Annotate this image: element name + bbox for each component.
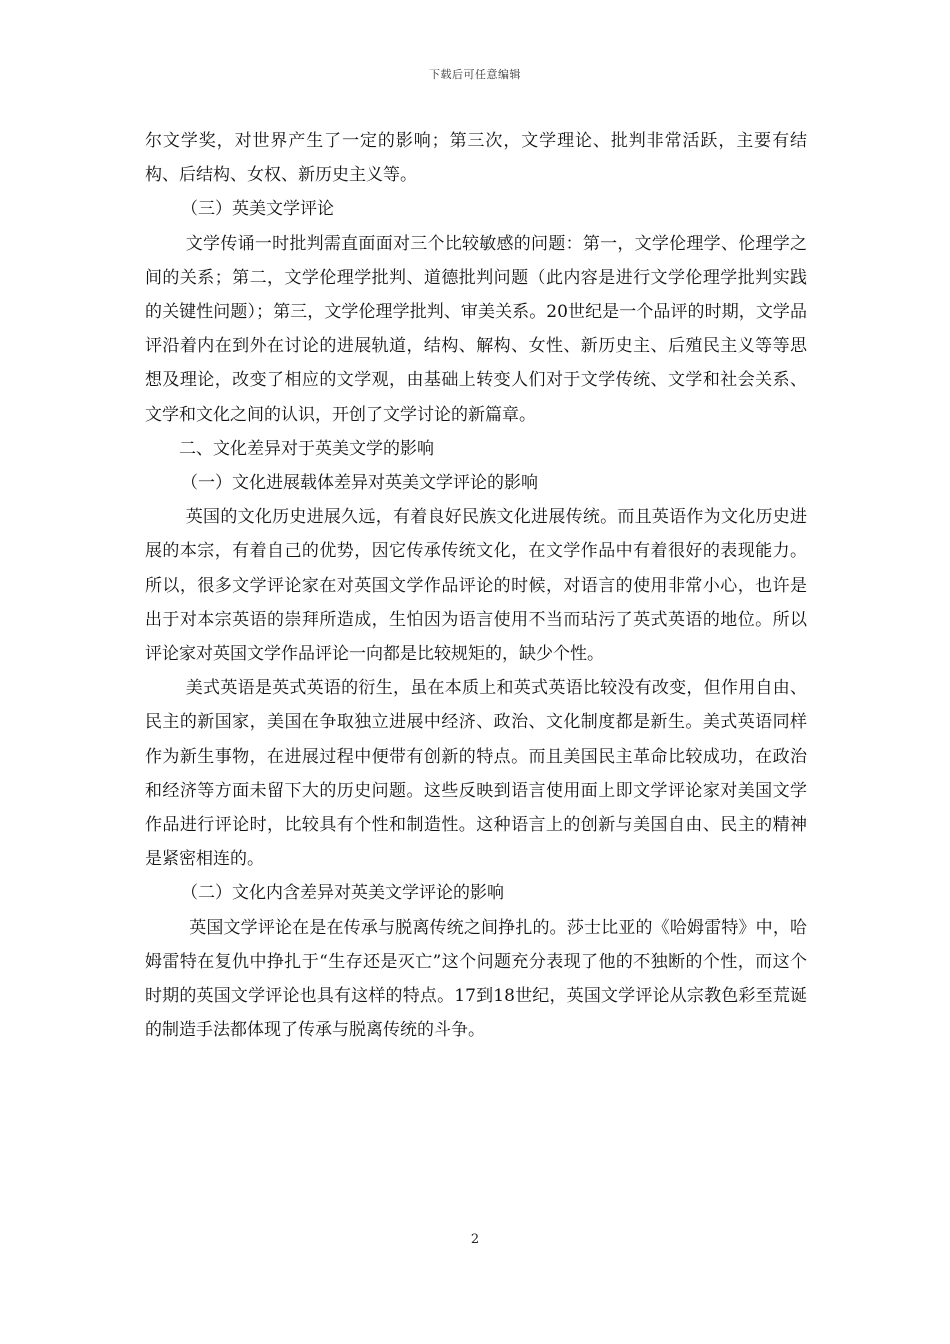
paragraph-british-criticism: 英国文学评论在是在传承与脱离传统之间挣扎的。莎士比亚的《哈姆雷特》中，哈姆雷特在复仇中挣扎于“生存还是灭亡”这个问题充分表现了他的不独断的个性，而这个时期的英国文学评论也具有这样的特点。17到18世纪，英国文学评论从宗教色彩至荒诞的制造手法都体现了传承与脱离传统的斗争。	[145, 917, 807, 1041]
document-body	[145, 124, 807, 1047]
subsection-heading-2: （二）文化内含差异对英美文学评论的影响	[181, 883, 504, 904]
paragraph-british-culture: 英国的文化历史进展久远，有着良好民族文化进展传统。而且英语作为文化历史进展的本宗，有着自己的优势，因它传承传统文化，在文学作品中有着很好的表现能力。所以，很多文学评论家在对英国文学作品评论的时候，对语言的使用非常小心，也许是出于对本宗英语的崇拜所造成，生怕因为语言使用不当而玷污了英式英语的地位。所以评论家对英国文学作品评论一向都是比较规矩的，缺少个性。	[145, 507, 807, 665]
section-heading-2: 二、文化差异对于英美文学的影响	[179, 438, 434, 459]
paragraph-american-english: 美式英语是英式英语的衍生，虽在本质上和英式英语比较没有改变，但作用自由、民主的新国家，美国在争取独立进展中经济、政治、文化制度都是新生。美式英语同样作为新生事物，在进展过程中便带有创新的特点。而且美国民主革命比较成功，在政治和经济等方面未留下大的历史问题。这些反映到语言使用面上即文学评论家对美国文学作品进行评论时，比较具有个性和制造性。这种语言上的创新与美国自由、民主的精神是紧密相连的。	[145, 678, 807, 870]
paragraph-literary-criticism: 文学传诵一时批判需直面面对三个比较敏感的问题：第一，文学伦理学、伦理学之间的关系；第二，文学伦理学批判、道德批判问题（此内容是进行文学伦理学批判实践的关键性问题）；第三，文学伦理学批判、审美关系。20世纪是一个品评的时期，文学品评沿着内在到外在讨论的进展轨道，结构、解构、女性、新历史主、后殖民主义等等思想及理论，改变了相应的文学观，由基础上转变人们对于文学传统、文学和社会关系、文学和文化之间的认识，开创了文学讨论的新篇章。	[145, 233, 807, 425]
page-header: 下载后可任意编辑	[429, 68, 521, 81]
subsection-heading-1: （一）文化进展载体差异对英美文学评论的影响	[181, 473, 538, 494]
page-number: 2	[470, 1232, 480, 1247]
paragraph-continuation: 尔文学奖，对世界产生了一定的影响；第三次，文学理论、批判非常活跃，主要有结构、后结构、女权、新历史主义等。	[145, 131, 807, 186]
section-heading-3: （三）英美文学评论	[181, 199, 334, 220]
